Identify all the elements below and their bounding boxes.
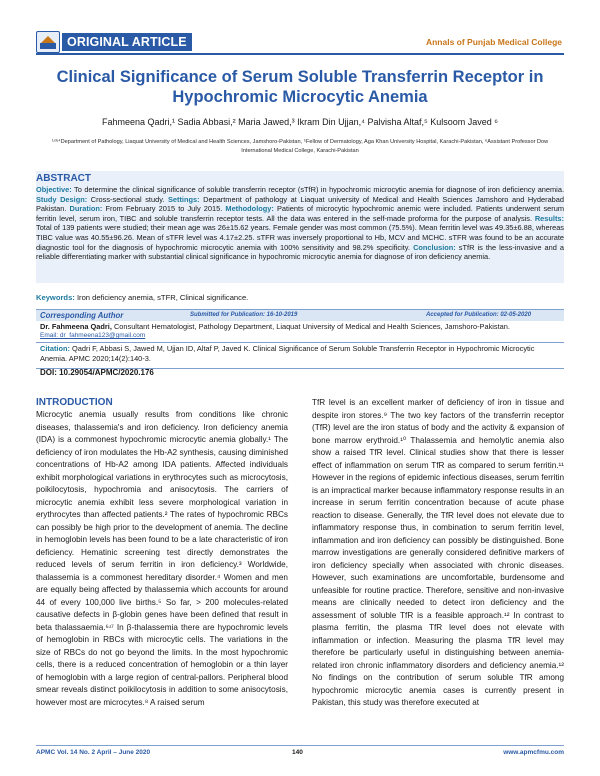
header-divider [36, 53, 564, 55]
citation-text: Qadri F, Abbasi S, Jawed M, Ujjan ID, Altaf P, Javed K. Clinical Significance of Serum Soluble Transferrin Receptor in Hypochromic Microcytic Anemia. APMC 2020;14(2):140-3. [40, 344, 535, 363]
citation [40, 344, 560, 364]
objective-text: To determine the clinical significance of soluble transferrin receptor (sTfR) in hypochromic microcytic anemia for diagnose of iron deficiency anemia. [71, 185, 564, 194]
page-number: 140 [292, 749, 303, 756]
citation-label: Citation: [40, 344, 70, 353]
article-title: Clinical Significance of Serum Soluble Transferrin Receptor in Hypochromic Microcytic Anemia [56, 68, 544, 106]
abstract-text [36, 185, 564, 262]
introduction-left-column: Microcytic anemia usually results from conditions like chronic diseases, thalassemia's and iron deficiency. Iron deficiency anemia (IDA) is a commonest hypochromic microcytic anemia globally.¹ The deficiency of iron modulates the Hb-A2 synthesis, causing diminished concentrations of Hb-A2 among IDA patients. Affected individuals exhibit morphological variations in erythrocytes such as microcytosis, poikilocytosis, hypochromia and anisocytosis. The carriers of microcytic anemia exhibit less severe morphological variation in erythrocytes than affected patients.² The rates of hypochromic RBCs can possibly be high prior to the development of anemia. The decline in hemoglobin levels has been found to be a late characteristic of iron deficiency. Hematinic screening test directly demonstrates the reduced levels of serum ferritin in iron deficiency.³ Worldwide, thalassemia is a commonest hereditary disorder.⁴ Women and men are equally being affected by thalassemia which accounts for around 44 of every 100,000 live births.⁵ So far, > 200 molecules-related causative defects in β-globin genes have been defined that result in beta thalassaemia.⁶ʴ⁷ In β-thalassemia there are hypochromic levels of hemoglobin in RBCs with microcytic cells. The variations in the size of RBCs do not go beyond the limits. In the most hypochromic cells, there is a reduced concentration of hemoglobin or a thin layer of hemoglobin with a large region of central-pallors. Peripheral blood smear reveals distinct poikilocytosis in addition to some anisocytosis, however most are microcytes.⁸ A raised serum [36, 410, 288, 707]
corresponding-author-name: Dr. Fahmeena Qadri, [40, 322, 112, 331]
design-text: Cross-sectional study. [87, 194, 168, 204]
corresponding-author-label: Corresponding Author [40, 311, 124, 320]
footer-website[interactable]: www.apmcfmu.com [503, 749, 564, 756]
corresponding-author-position: Consultant Hematologist, Pathology Department, Liaquat University of Medical and Health Sciences, Jamshoro-Pakistan. [111, 322, 510, 331]
footer-divider [36, 745, 564, 746]
citation-divider [36, 342, 564, 343]
submitted-date: Submitted for Publication: 16-10-2019 [190, 312, 298, 318]
author-affiliations: ¹ʴ³ʴ⁴Department of Pathology, Liaquat University of Medical and Health Sciences, Jamshoro-Pakistan, ⁵Fellow of Dermatology, Aga Khan University Hospital, Karachi-Pakistan, ⁶Assistant Professor Dow International Medical College, Karachi-Pakistan [51, 139, 549, 154]
settings-label: Settings: [167, 194, 200, 204]
introduction-heading: INTRODUCTION [36, 397, 113, 408]
duration-text: From February 2015 to July 2015. [102, 204, 226, 214]
keywords-text: Iron deficiency anemia, sTFR, Clinical significance. [74, 293, 249, 302]
email-line [40, 332, 145, 339]
abstract-heading: ABSTRACT [36, 173, 91, 184]
design-label: Study Design: [36, 194, 88, 204]
objective-label: Objective: [36, 185, 72, 194]
settings-text: Department of pathology at Liaquat university of Medical and Health Sciences Jamshoro and Hyderabad Pakistan. [36, 194, 565, 214]
author-list: Fahmeena Qadri,¹ Sadia Abbasi,² Maria Jawed,³ Ikram Din Ujjan,⁴ Palvisha Altaf,⁵ Kulsoom Javed ⁶ [102, 117, 498, 127]
doi[interactable]: DOI: 10.29054/APMC/2020.176 [40, 368, 154, 377]
duration-label: Duration: [69, 204, 103, 214]
footer-volume: APMC Vol. 14 No. 2 April – June 2020 [36, 749, 151, 756]
article-type-badge: ORIGINAL ARTICLE [62, 33, 192, 51]
results-text: Total of 139 patients were studied; their mean age was 26±15.62 years. Female gender was most common (75.5%). Mean ferritin level was 49.35±6.88, whereas TIBC value was 40.55±96.26. Mean of sTFR level was 4.17±2.25. sTFR was inversely proportional to Hb, MCV and MCHC. sTFR was found to be an accurate diagnostic tool for the diagnosis of hypochromic microcytic anemia with 100% sensitivity and 98.2% specificity. [36, 223, 564, 252]
email-label: Email: [40, 332, 60, 339]
accepted-date: Accepted for Publication: 02-05-2020 [426, 312, 532, 318]
results-label: Results: [534, 213, 564, 223]
keywords [36, 293, 564, 302]
conclusion-label: Conclusion: [413, 242, 456, 252]
introduction-right-column: TfR level is an excellent marker of deficiency of iron in tissue and despite iron stores.⁹ The two key factors of the transferrin receptor (TfR) level are the iron status of body and the activity & expansion of bone marrow erythroid.¹⁰ Thalassemia and hemolytic anemia also show a raised TfR level. Clinical studies show that there is lesser effect of inflammation on serum TfR as compared to serum ferritin.¹¹ However in the regions of epidemic infectious diseases, serum ferritin is an impractical marker because inflammatory response results in an increase in serum ferritin concentration because of acute phase reaction to disease. Generally, the TfR level does not elevate due to inflammatory response thus, in combination to serum ferritin level, inflammation and iron deficiency can possibly be distinguished. Bone marrow investigations are generally considered definitive markers of iron deficiency specially when associated with chronic diseases. However, such examinations are uncomfortable, burdensome and unfeasible for routine practice. Therefore, sensitive and non-invasive means are clinically needed to detect iron deficiency and the assessment of soluble TfR is a feasible approach.¹² In contrast to plasma ferritin, the plasma TfR level does not elevate with inflammation or infection. Measuring the plasma TfR level may therefore be particularly useful in distinguishing between anemia-related iron chronic inflammatory disorders and deficiency anemia.¹² No findings on the contribution of serum soluble TfR among hypochromic microcytic anemia cases is currently present in Pakistan, this study was therefore executed at [312, 398, 564, 707]
conclusion-text: sTfR is the less-invasive and a reliable differentiating marker with substantial clinical significance in hypochromic microcytic anemia for diagnose of iron deficiency anemia. [36, 242, 564, 262]
methodology-text: Patients of microcytic hypochromic anemic were included. Patients underwent serum ferritin level, serum iron, TIBC and soluble transferrin receptor tests. All the data was entered in the self-made proforma for the purpose of analysis. [36, 204, 565, 223]
email-link[interactable]: dr_fahmeena123@gmail.com [59, 332, 146, 339]
keywords-label: Keywords: [36, 293, 75, 302]
journal-logo [36, 31, 60, 53]
methodology-label: Methodology: [225, 204, 274, 214]
corresponding-author-details [40, 322, 560, 332]
journal-name: Annals of Punjab Medical College [425, 37, 562, 47]
